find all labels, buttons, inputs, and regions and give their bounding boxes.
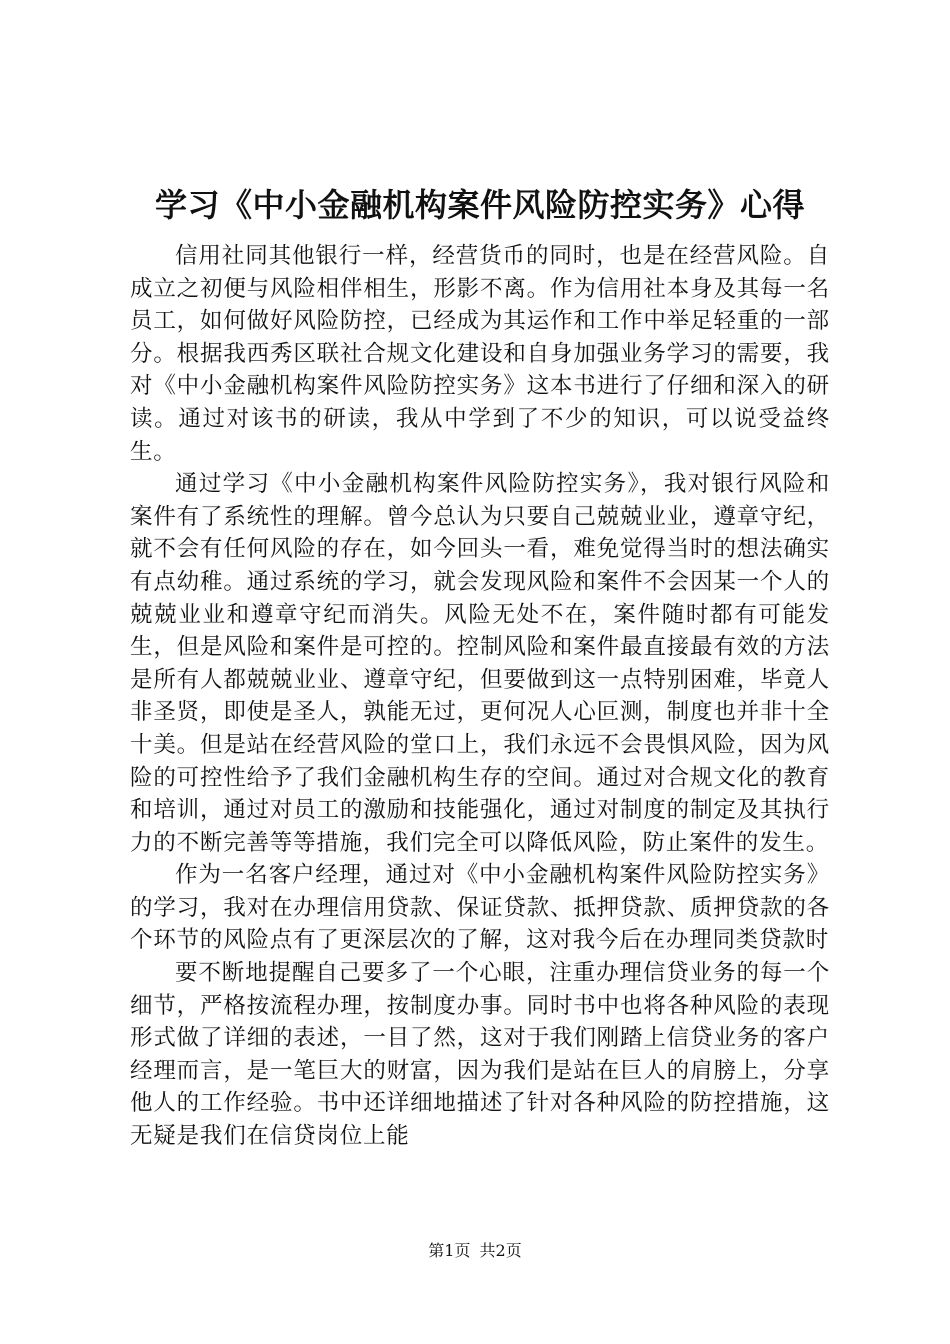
document-title: 学习《中小金融机构案件风险防控实务》心得 xyxy=(154,186,805,224)
page-number-current: 第1页 xyxy=(428,1241,471,1260)
document-body xyxy=(130,240,830,1153)
paragraph-1: 信用社同其他银行一样，经营货币的同时，也是在经营风险。自成立之初便与风险相伴相生，形影不离。作为信用社本身及其每一名员工，如何做好风险防控，已经成为其运作和工作中举足轻重的一部分。根据我西秀区联社合规文化建设和自身加强业务学习的需要，我对《中小金融机构案件风险防控实务》这本书进行了仔细和深入的研读。通过对该书的研读，我从中学到了不少的知识，可以说受益终生。 xyxy=(130,243,830,465)
page-number-total: 共2页 xyxy=(479,1241,522,1260)
paragraph-4: 要不断地提醒自己要多了一个心眼，注重办理信贷业务的每一个细节，严格按流程办理，按制度办事。同时书中也将各种风险的表现形式做了详细的表述，一目了然，这对于我们刚踏上信贷业务的客户经理而言，是一笔巨大的财富，因为我们是站在巨人的肩膀上，分享他人的工作经验。书中还详细地描述了针对各种风险的防控措施，这无疑是我们在信贷岗位上能 xyxy=(130,960,830,1150)
page-footer xyxy=(0,1240,950,1262)
paragraph-2: 通过学习《中小金融机构案件风险防控实务》，我对银行风险和案件有了系统性的理解。曾今总认为只要自己兢兢业业，遵章守纪，就不会有任何风险的存在，如今回头一看，难免觉得当时的想法确实有点幼稚。通过系统的学习，就会发现风险和案件不会因某一个人的兢兢业业和遵章守纪而消失。风险无处不在，案件随时都有可能发生，但是风险和案件是可控的。控制风险和案件最直接最有效的方法是所有人都兢兢业业、遵章守纪，但要做到这一点特别困难，毕竟人非圣贤，即使是圣人，孰能无过，更何况人心叵测，制度也并非十全十美。但是站在经营风险的堂口上，我们永远不会畏惧风险，因为风险的可控性给予了我们金融机构生存的空间。通过对合规文化的教育和培训，通过对员工的激励和技能强化，通过对制度的制定及其执行力的不断完善等等措施，我们完全可以降低风险，防止案件的发生。 xyxy=(130,471,830,856)
paragraph-3: 作为一名客户经理，通过对《中小金融机构案件风险防控实务》的学习，我对在办理信用贷款、保证贷款、抵押贷款、质押贷款的各个环节的风险点有了更深层次的了解，这对我今后在办理同类贷款时 xyxy=(130,862,830,954)
